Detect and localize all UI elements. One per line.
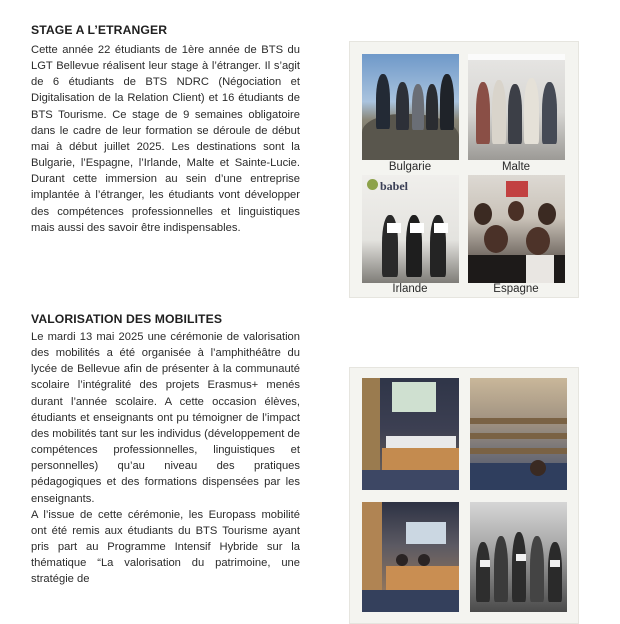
section-body: Cette année 22 étudiants de 1ère année de BTS du LGT Bellevue réalisent leur stage à l’étranger. Il s’agit de 6 étudiants de BTS NDRC (Négociation et Digitalisation de la Relation Client) et 16 étudiants de BTS Tourisme. Ce stage de 9 semaines obligatoire dans le cadre de leur formation se déroule de début mai à début juillet 2025. Les destinations sont la Bulgarie, l’Espagne, l’Irlande, Malte et Sainte-Lucie. Durant cette immersion au sein d’une entreprise implantée à l’étranger, les étudiants vont développer des compétences professionnelles et linguistiques mais aussi des savoir être indispensables. xyxy=(31,44,300,234)
photo-amphitheatre-stage xyxy=(362,378,459,490)
photo-grid-ceremony xyxy=(349,367,579,624)
section-stage xyxy=(31,23,300,236)
section-title: STAGE A L’ETRANGER xyxy=(31,23,168,37)
section-title: VALORISATION DES MOBILITES xyxy=(31,312,223,326)
photo-europass-group xyxy=(470,502,567,612)
photo-caption: Espagne xyxy=(493,283,539,295)
photo-caption: Bulgarie xyxy=(388,161,432,173)
section-body-paragraph-1: Le mardi 13 mai 2025 une cérémonie de valorisation des mobilités a été organisée à l’amphithéâtre du lycée de Bellevue afin de présenter à la communauté scolaire l’intégralité des projets Erasmus+ menés durant l’année scolaire. A cette occasion élèves, étudiants et enseignants ont pu témoigner de l’impact des mobilités tant sur les individus (développement de compétences professionnelles, linguistiques et personnelles) qu’au niveau des pratiques pédagogiques et des formations dispensées par les enseignants. xyxy=(31,331,300,505)
photo-caption: Malte xyxy=(501,161,531,173)
photo-irlande xyxy=(362,175,459,283)
sign-logo: babel xyxy=(380,179,409,193)
photo-speakers xyxy=(362,502,459,612)
photo-bulgarie xyxy=(362,54,459,160)
photo-caption: Irlande xyxy=(392,283,428,295)
section-body-paragraph-2: A l’issue de cette cérémonie, les Europass mobilité ont été remis aux étudiants du BTS Tourisme ayant pris part au Programme Intensif Hybride sur la thématique “La valorisation du patrimoine, une stratégie de xyxy=(31,508,300,586)
photo-grid-destinations xyxy=(349,41,579,298)
section-valorisation xyxy=(31,312,300,588)
photo-malte xyxy=(468,54,565,160)
photo-espagne xyxy=(468,175,565,283)
photo-audience xyxy=(470,378,567,490)
